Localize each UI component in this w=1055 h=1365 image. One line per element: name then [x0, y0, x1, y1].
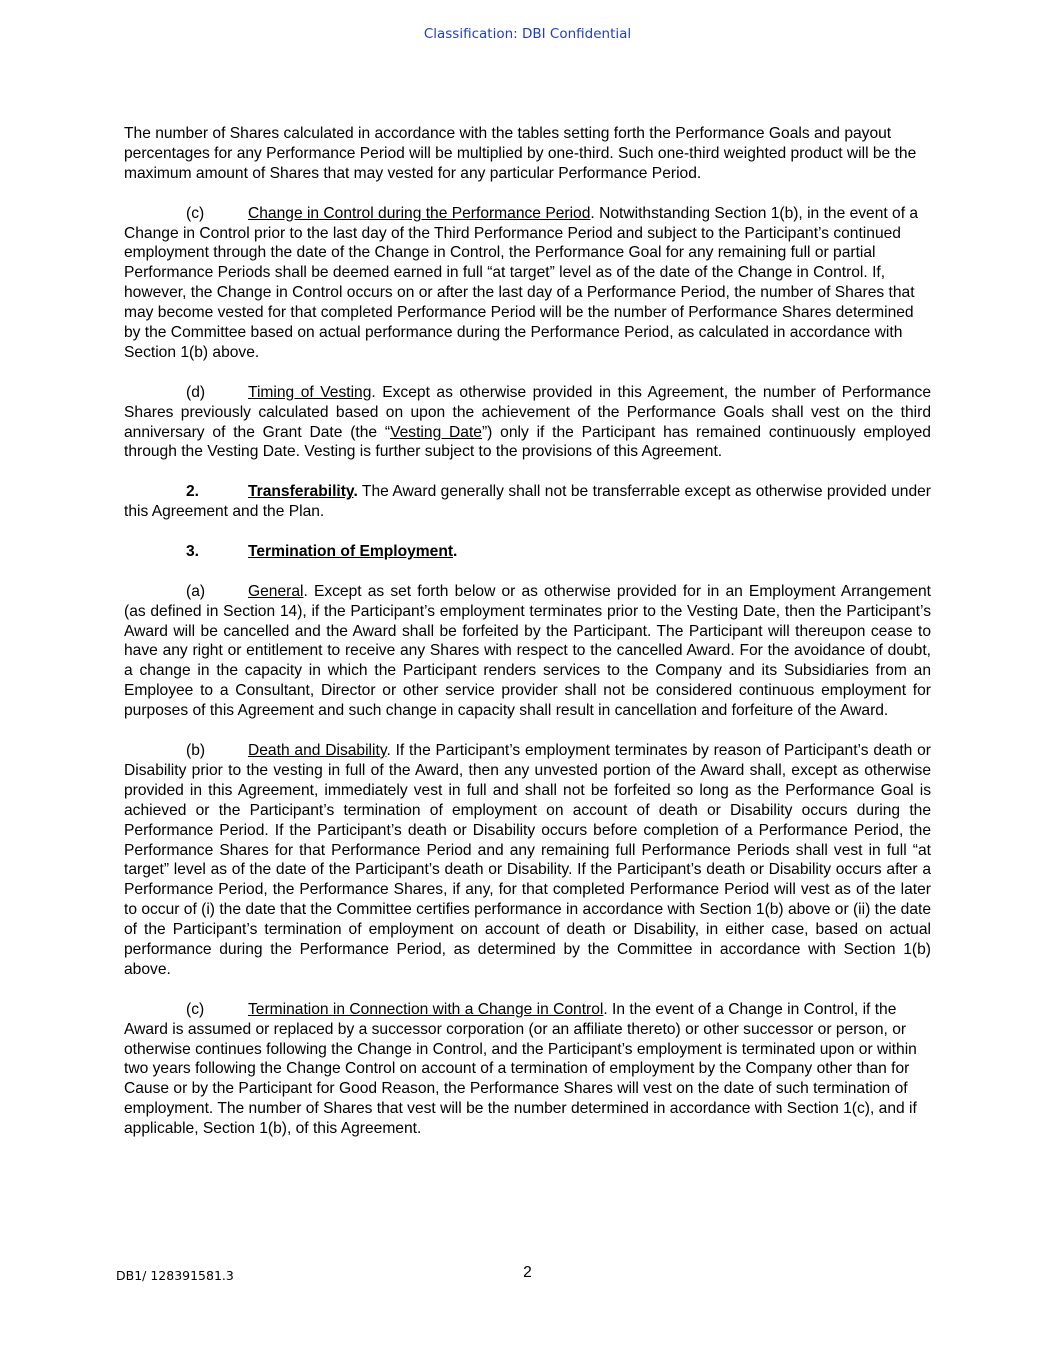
classification-header: Classification: DBI Confidential [423, 26, 632, 42]
section-3a-text: . Except as set forth below or as otherwise provided for in an Employment Arrangement (as defined in Section 14), if the Participant’s employment terminates prior to the Vesting Date, then the Participant’s Award will be cancelled and the Award shall be forfeited by the Participant. The Participant will thereupon cease to have any right or entitlement to receive any Shares with respect to the cancelled Award. For the avoidance of doubt, a change in the capacity in which the Participant renders services to the Company and its Subsidiaries from an Employee to a Consultant, Director or other service provider shall not be considered continuous employment for purposes of this Agreement and such change in capacity shall result in cancellation and forfeiture of the Award. [124, 582, 931, 720]
section-1d-text-before: . Except as otherwise provided in this Agreement, the number of Performance Shares previously calculated based on upon the achievement of the Performance Goals shall vest on the third anniversary of the Grant Date (the “ [124, 383, 931, 441]
section-3c-label: (c) [186, 1000, 205, 1018]
section-2-title: Transferability [248, 483, 354, 501]
section-3-heading [124, 542, 931, 562]
section-3b-title: Death and Disability [248, 742, 387, 759]
section-3a-paragraph [124, 582, 931, 721]
section-3a-title: General [248, 582, 304, 600]
section-1d-text-after: ”) only if the Participant has remained continuously employed through the Vesting Date. Vesting is further subject to the provisions of this Agreement. [124, 423, 931, 461]
section-3a-label: (a) [186, 582, 206, 600]
page-number: 2 [523, 1264, 532, 1281]
intro-paragraph: The number of Shares calculated in accordance with the tables setting forth the Performance Goals and payout percentages for any Performance Period will be multiplied by one-third. Such one-third weighted product will be the maximum amount of Shares that may vested for any particular Performance Period. [124, 125, 917, 182]
section-1d-title: Timing of Vesting [248, 383, 372, 401]
section-3c-title: Termination in Connection with a Change in Control [248, 1000, 604, 1018]
section-3-number: 3. [186, 542, 200, 560]
document-id: DB1/ 128391581.3 [116, 1268, 234, 1283]
section-1c-text: . Notwithstanding Section 1(b), in the event of a Change in Control prior to the last day of the Third Performance Period and subject to the Participant’s continued employment through the date of the Change in Control, the Performance Goal for any remaining full or partial Performance Periods shall be deemed earned in full “at target” level as of the date of the Change in Control. If, however, the Change in Control occurs on or after the last day of a Performance Period, the number of Shares that may become vested for that completed Performance Period will be the number of Performance Shares determined by the Committee based on actual performance during the Performance Period, as calculated in accordance with Section 1(b) above. [124, 204, 919, 361]
section-1c-label: (c) [186, 204, 205, 222]
section-2-number: 2. [186, 483, 200, 501]
section-1d-label: (d) [186, 383, 206, 401]
section-2-text: The Award generally shall not be transferrable except as otherwise provided under this Agreement and the Plan. [124, 483, 931, 521]
section-2-title-suffix: . [353, 483, 358, 501]
section-1c-paragraph [124, 204, 931, 363]
section-3b-paragraph [124, 741, 931, 980]
section-3c-paragraph [124, 1000, 931, 1139]
section-1c-title: Change in Control during the Performance Period [248, 204, 591, 222]
section-1d-paragraph [124, 383, 931, 463]
section-3b-text: . If the Participant’s employment terminates by reason of Participant’s death or Disability prior to the vesting in full of the Award, then any unvested portion of the Award shall, except as otherwise provided in this Agreement, immediately vest in full and shall not be forfeited so long as the Performance Goal is achieved or the Participant’s termination of employment on account of death or Disability occurs during the Performance Period. If the Participant’s death or Disability occurs before completion of a Performance Period, the Performance Shares for that Performance Period and any remaining full Performance Periods shall vest in full “at target” level as of the date of the Participant’s death or Disability. If the Participant’s death or Disability occurs after a Performance Period, the Performance Shares, if any, for that completed Performance Period will vest as of the later to occur of (i) the date that the Committee certifies performance in accordance with Section 1(b) above or (ii) the date of the Participant’s termination of employment on account of death or Disability, in either case, based on actual performance during the Performance Period, as determined by the Committee in accordance with Section 1(b) above. [124, 742, 932, 978]
section-3b-label: (b) [186, 742, 206, 759]
section-3-title-suffix: . [453, 542, 458, 560]
section-2-paragraph [124, 482, 931, 522]
vesting-date-term: Vesting Date [390, 423, 482, 441]
section-3c-text: . In the event of a Change in Control, if the Award is assumed or replaced by a successor corporation (or an affiliate thereto) or other successor or person, or otherwise continues following the Change in Control, and the Participant’s employment is terminated upon or within two years following the Change Control on account of a termination of employment by the Company other than for Cause or by the Participant for Good Reason, the Performance Shares will vest on the date of such termination of employment. The number of Shares that vest will be the number determined in accordance with Section 1(c), and if applicable, Section 1(b), of this Agreement. [124, 1000, 917, 1138]
document-body [124, 124, 931, 1159]
section-3-title: Termination of Employment [248, 542, 454, 560]
